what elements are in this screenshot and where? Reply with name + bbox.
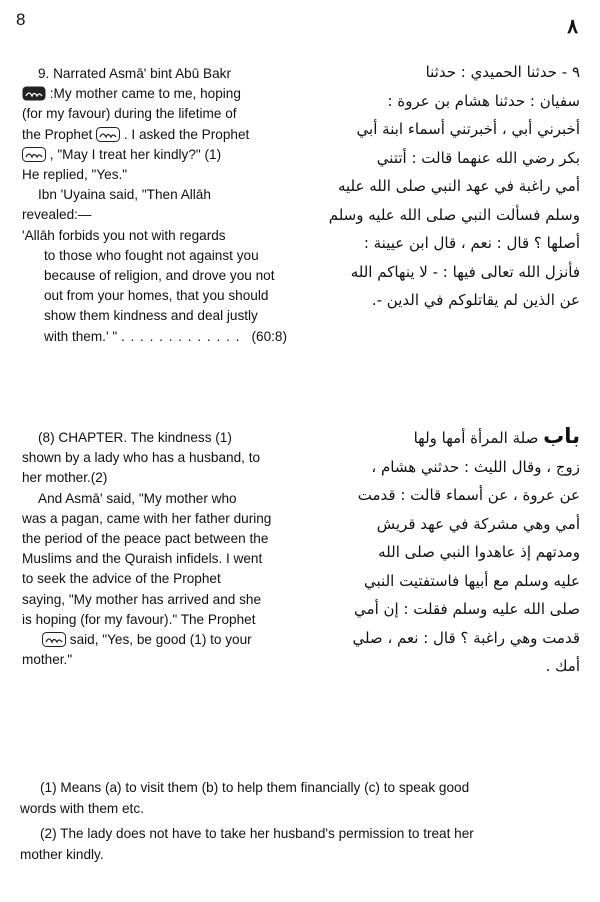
arabic-line: وسلم فسألت النبي صلى الله عليه وسلم: [328, 205, 580, 224]
chapter-line: mother.": [22, 652, 73, 668]
quran-quote-line: 'Allāh forbids you not with regards: [22, 227, 226, 243]
footnote-2: (2) The lady does not have to take her husband's permission to treat her: [40, 826, 474, 841]
salla-seal-icon: [42, 632, 66, 647]
arabic-line: أمي وهي مشركة في عهد قريش: [376, 514, 580, 533]
chapter-8-english: [22, 428, 287, 670]
bab-heading: باب: [543, 424, 580, 448]
hadith-9-line: the Prophet . I asked the Prophet: [22, 126, 250, 142]
hadith-9-line: Ibn 'Uyaina said, "Then Allāh: [38, 187, 211, 203]
quran-quote-line: to those who fought not against you: [44, 247, 259, 263]
chapter-line: saying, "My mother has arrived and she: [22, 591, 262, 607]
arabic-line: أمي راغبة في عهد النبي صلى الله عليه: [337, 177, 580, 195]
hadith-9-line: (for my favour) during the lifetime of: [22, 106, 237, 122]
arabic-line: عليه وسلم مع أبيها فاستفتيت النبي: [364, 571, 580, 590]
chapter-line: shown by a lady who has a husband, to: [22, 450, 261, 466]
chapter-line: is hoping (for my favour)." The Prophet: [22, 611, 256, 627]
chapter-line: the period of the peace pact between the: [22, 531, 269, 547]
arabic-line: أخبرني أبي ، أخبرتني أسماء ابنة أبي: [356, 120, 580, 138]
quran-quote-line: show them kindness and deal justly: [44, 308, 258, 324]
footnote-1-cont: words with them etc.: [20, 800, 144, 816]
arabic-line: عن عروة ، عن أسماء قالت : قدمت: [357, 486, 580, 504]
chapter-heading: (8) CHAPTER. The kindness (1): [38, 430, 232, 445]
chapter-line: And Asmā' said, "My mother who: [38, 490, 237, 506]
chapter-8-arabic: [298, 422, 580, 681]
page-number-left: 8: [16, 10, 26, 29]
quran-reference: (60:8): [251, 328, 287, 344]
hadith-9-line: , "May I treat her kindly?" (1): [22, 145, 287, 165]
hadith-9-line: He replied, "Yes.": [22, 167, 128, 183]
hadith-9-line: revealed:—: [22, 207, 92, 223]
arabic-line: باب صلة المرأة أمها ولها: [413, 424, 580, 448]
arabic-line: أصلها ؟ قال : نعم ، قال ابن عيينة :: [363, 234, 580, 252]
arabic-line: ٩ - حدثنا الحميدي : حدثنا: [425, 63, 580, 81]
arabic-line: قدمت وهي راغبة ؟ قال : نعم ، صلي: [352, 628, 580, 647]
salla-seal-icon: [96, 127, 120, 142]
salla-seal-icon: [22, 86, 46, 101]
arabic-line: زوج ، وقال الليث : حدثني هشام ،: [371, 457, 580, 476]
quran-quote-line: out from your homes, that you should: [44, 288, 269, 304]
arabic-line: صلى الله عليه وسلم فقلت : إن أمي: [354, 600, 580, 618]
hadith-9-line: :My mother came to me, hoping: [22, 84, 287, 104]
arabic-line: ومدتهم إذ عاهدوا النبي صلى الله: [378, 543, 580, 561]
hadith-9-arabic: [298, 58, 580, 315]
chapter-line: said, "Yes, be good (1) to your: [22, 630, 287, 650]
arabic-line: فأنزل الله تعالى فيها : - لا ينهاكم الله: [350, 262, 580, 281]
footnote-2-cont: mother kindly.: [20, 846, 104, 862]
arabic-line: أمك .: [545, 657, 580, 675]
chapter-line: Muslims and the Quraish infidels. I went: [22, 551, 263, 567]
hadith-9-line: 9. Narrated Asmā' bint Abū Bakr: [38, 66, 232, 81]
chapter-line: her mother.(2): [22, 470, 108, 486]
hadith-9-english: [22, 64, 287, 347]
page-number-right: ٨: [567, 14, 578, 38]
arabic-line: بكر رضي الله عنهما قالت : أتتني: [376, 148, 580, 167]
quran-quote-line: because of religion, and drove you not: [44, 268, 275, 284]
quran-quote-line: with them.' " . . . . . . . . . . . . . (60:8): [22, 327, 287, 347]
footnote-1: (1) Means (a) to visit them (b) to help them financially (c) to speak good: [40, 780, 470, 795]
arabic-line: عن الذين لم يقاتلوكم في الدين -.: [371, 291, 580, 309]
arabic-line: سفيان : حدثنا هشام بن عروة :: [387, 91, 580, 110]
chapter-line: to seek the advice of the Prophet: [22, 571, 221, 587]
chapter-line: was a pagan, came with her father during: [22, 510, 272, 526]
footnotes: [20, 778, 580, 865]
salla-seal-icon: [22, 147, 46, 162]
